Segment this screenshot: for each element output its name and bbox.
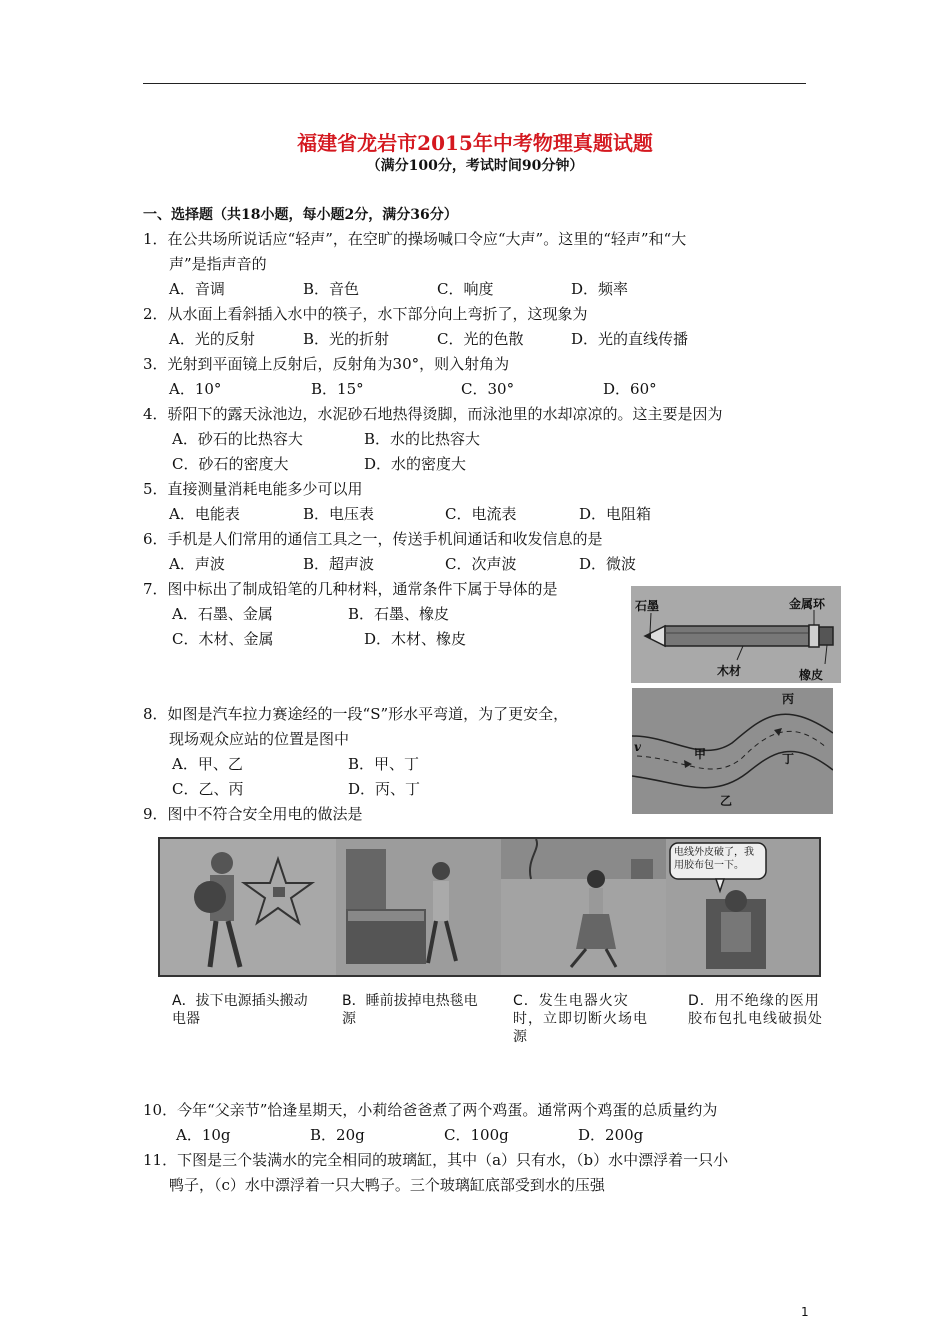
safety-cartoon-strip bbox=[158, 837, 821, 977]
q1-option-d: D．频率 bbox=[571, 280, 629, 298]
question-8-cont: 现场观众应站的位置是图中 bbox=[169, 730, 350, 748]
q10-option-c: C．100g bbox=[444, 1126, 509, 1144]
q2-option-a: A．光的反射 bbox=[169, 330, 255, 348]
speech-bubble-text: 电线外皮破了，我用胶布包一下。 bbox=[674, 847, 754, 871]
label-ding: 丁 bbox=[782, 752, 795, 766]
q1-option-a: A．音调 bbox=[169, 280, 225, 298]
q6-option-d: D．微波 bbox=[579, 555, 637, 573]
page-title: 福建省龙岩市2015年中考物理真题试题 bbox=[297, 131, 653, 155]
q3-option-c: C．30° bbox=[461, 380, 515, 398]
q10-option-b: B．20g bbox=[310, 1126, 365, 1144]
cartoon-panel-b bbox=[336, 839, 503, 977]
question-10: 10．今年“父亲节”恰逢星期天，小莉给爸爸煮了两个鸡蛋。通常两个鸡蛋的总质量约为 bbox=[143, 1101, 718, 1119]
q6-option-a: A．声波 bbox=[169, 555, 225, 573]
s-curve-road bbox=[632, 688, 833, 814]
q3-option-b: B．15° bbox=[311, 380, 364, 398]
cartoon-panel-d bbox=[666, 839, 819, 977]
q8-option-c: C．乙、丙 bbox=[172, 780, 244, 798]
q5-option-c: C．电流表 bbox=[445, 505, 517, 523]
q8-option-b: B．甲、丁 bbox=[348, 755, 420, 773]
q9-option-a: A．拔下电源插头搬动电器 bbox=[172, 993, 308, 1027]
page-number: 1 bbox=[801, 1305, 809, 1319]
question-2: 2．从水面上看斜插入水中的筷子，水下部分向上弯折了，这现象为 bbox=[143, 305, 588, 323]
question-4: 4．骄阳下的露天泳池边，水泥砂石地热得烫脚，而泳池里的水却凉凉的。这主要是因为 bbox=[143, 405, 723, 423]
label-bing: 丙 bbox=[782, 692, 795, 706]
label-metal-ring: 金属环 bbox=[789, 597, 826, 611]
label-graphite: 石墨 bbox=[635, 599, 660, 613]
label-v: v bbox=[634, 740, 641, 754]
question-11: 11．下图是三个装满水的完全相同的玻璃缸，其中（a）只有水，（b）水中漂浮着一只小 bbox=[143, 1151, 729, 1169]
q5-option-d: D．电阻箱 bbox=[579, 505, 652, 523]
question-3: 3．光射到平面镜上反射后，反射角为30°，则入射角为 bbox=[143, 355, 510, 373]
q2-option-c: C．光的色散 bbox=[437, 330, 524, 348]
q1-option-b: B．音色 bbox=[303, 280, 360, 298]
q5-option-b: B．电压表 bbox=[303, 505, 375, 523]
q7-option-a: A．石墨、金属 bbox=[172, 605, 273, 623]
q10-option-a: A．10g bbox=[176, 1126, 231, 1144]
question-6: 6．手机是人们常用的通信工具之一，传送手机间通话和收发信息的是 bbox=[143, 530, 603, 548]
s-curve-figure bbox=[632, 688, 833, 814]
question-1-cont: 声”是指声音的 bbox=[169, 255, 267, 273]
label-wood: 木材 bbox=[717, 664, 742, 678]
q1-option-c: C．响度 bbox=[437, 280, 494, 298]
label-jia: 甲 bbox=[694, 747, 707, 761]
q3-option-d: D．60° bbox=[603, 380, 657, 398]
q7-option-b: B．石墨、橡皮 bbox=[348, 605, 450, 623]
q4-option-d: D．水的密度大 bbox=[364, 455, 467, 473]
q2-option-b: B．光的折射 bbox=[303, 330, 390, 348]
q3-option-a: A．10° bbox=[169, 380, 222, 398]
question-1: 1．在公共场所说话应“轻声”，在空旷的操场喊口令应“大声”。这里的“轻声”和“大 bbox=[143, 230, 687, 248]
q6-option-c: C．次声波 bbox=[445, 555, 517, 573]
q5-option-a: A．电能表 bbox=[169, 505, 240, 523]
q6-option-b: B．超声波 bbox=[303, 555, 375, 573]
q9-option-d: D．用不绝缘的医用胶布包扎电线破损处 bbox=[688, 993, 823, 1027]
q4-option-a: A．砂石的比热容大 bbox=[172, 430, 303, 448]
label-yi: 乙 bbox=[720, 794, 733, 808]
cartoon-panel-a bbox=[160, 839, 338, 977]
q4-option-b: B．水的比热容大 bbox=[364, 430, 481, 448]
cartoon-panel-c bbox=[501, 839, 668, 977]
q10-option-d: D．200g bbox=[578, 1126, 644, 1144]
question-11-cont: 鸭子，（c）水中漂浮着一只大鸭子。三个玻璃缸底部受到水的压强 bbox=[169, 1176, 605, 1194]
q9-option-b: B．睡前拔掉电热毯电源 bbox=[342, 993, 478, 1027]
header-rule bbox=[143, 83, 806, 84]
q7-option-c: C．木材、金属 bbox=[172, 630, 274, 648]
q8-option-d: D．丙、丁 bbox=[348, 780, 421, 798]
question-8: 8．如图是汽车拉力赛途经的一段“S”形水平弯道，为了更安全， bbox=[143, 705, 569, 723]
section-heading: 一、选择题（共18小题，每小题2分，满分36分） bbox=[143, 207, 458, 223]
pencil-figure bbox=[631, 586, 841, 683]
q7-option-d: D．木材、橡皮 bbox=[364, 630, 467, 648]
label-rubber: 橡皮 bbox=[799, 668, 824, 682]
q8-option-a: A．甲、乙 bbox=[172, 755, 243, 773]
question-7: 7．图中标出了制成铅笔的几种材料，通常条件下属于导体的是 bbox=[143, 580, 558, 598]
q2-option-d: D．光的直线传播 bbox=[571, 330, 689, 348]
q9-option-c: C．发生电器火灾时，立即切断火场电源 bbox=[513, 993, 648, 1045]
page-subtitle: （满分100分，考试时间90分钟） bbox=[366, 158, 584, 174]
question-5: 5．直接测量消耗电能多少可以用 bbox=[143, 480, 363, 498]
question-9: 9．图中不符合安全用电的做法是 bbox=[143, 805, 363, 823]
q4-option-c: C．砂石的密度大 bbox=[172, 455, 289, 473]
